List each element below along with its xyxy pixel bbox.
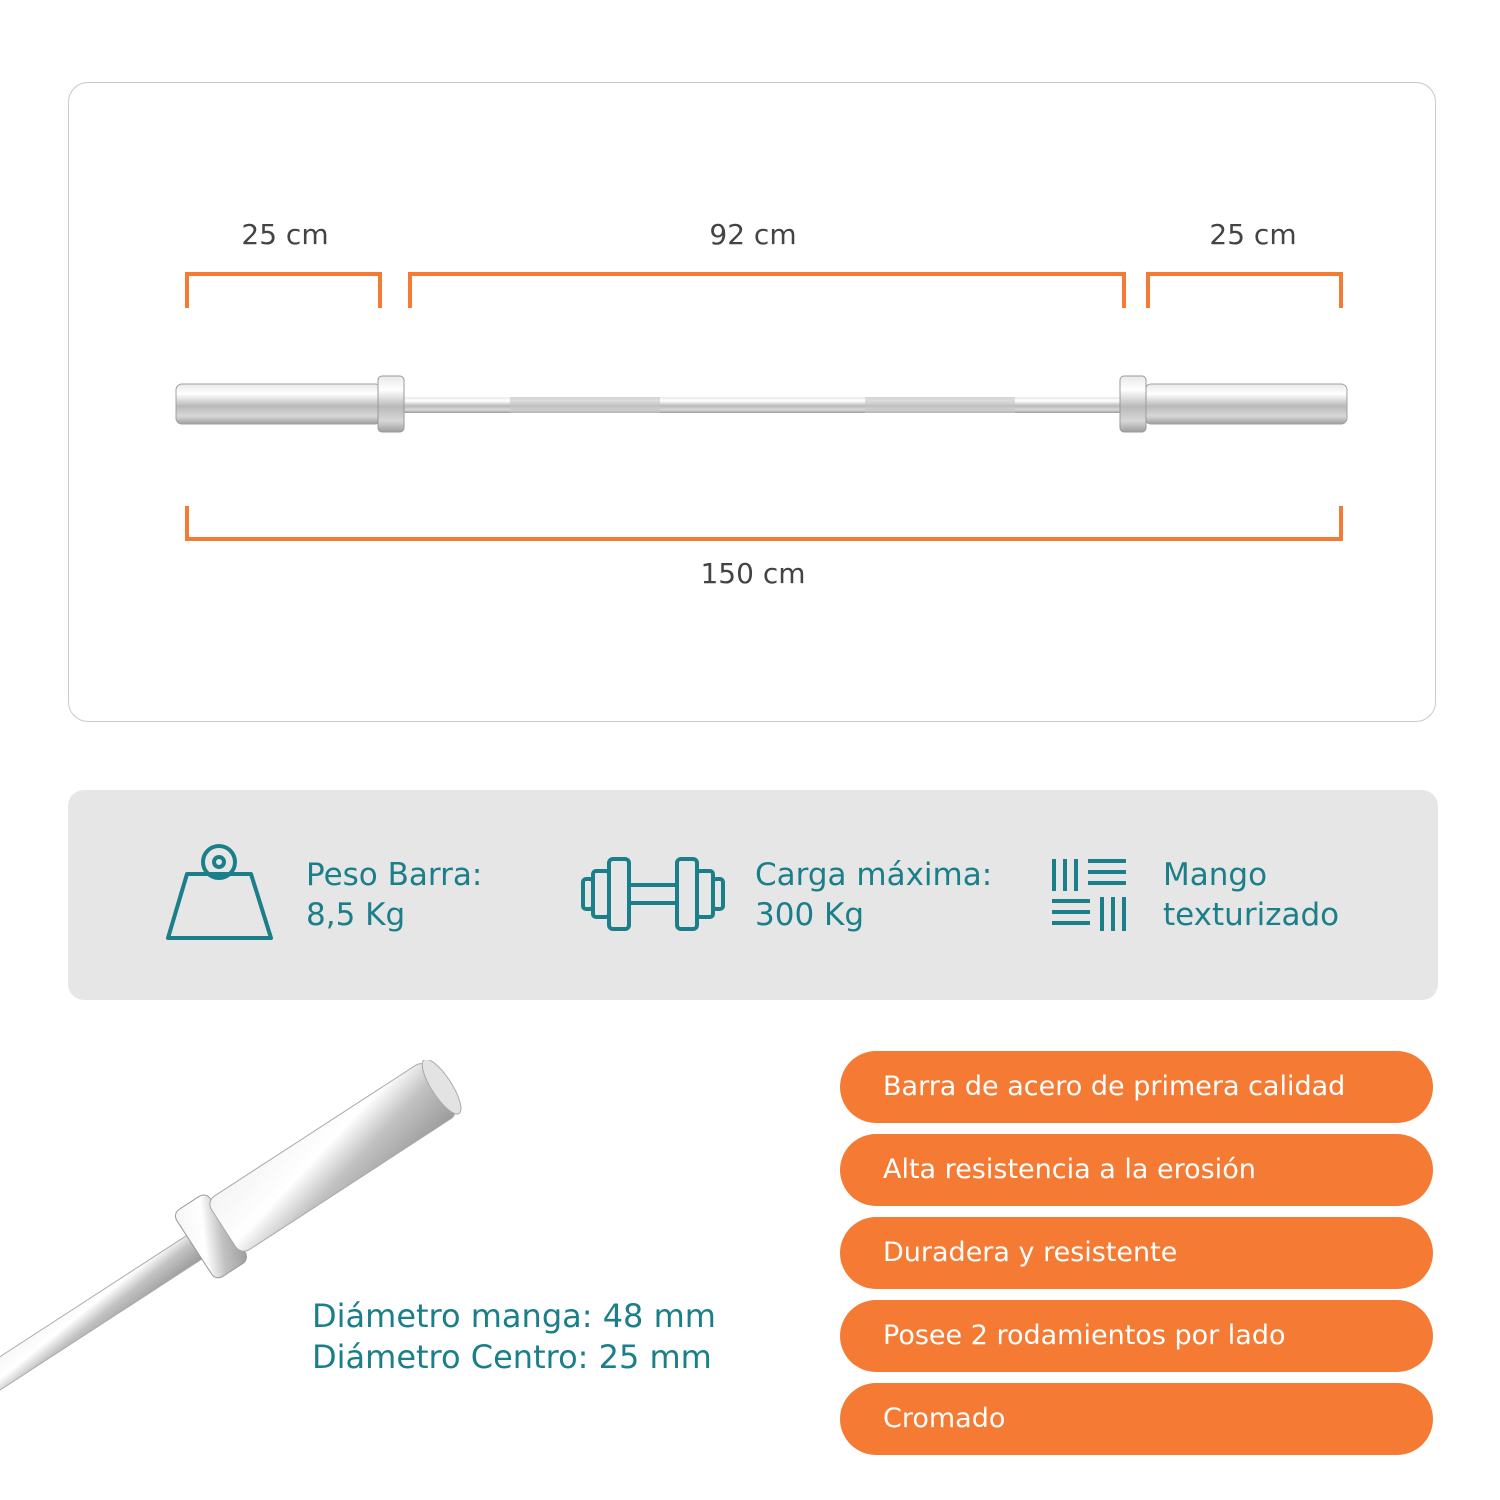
feature-pill: Barra de acero de primera calidad	[840, 1051, 1433, 1123]
left-sleeve-length-label: 25 cm	[241, 218, 329, 251]
grip-spec-value: texturizado	[1163, 897, 1340, 933]
max-load-spec-label: Carga máxima:	[755, 857, 993, 893]
texture-icon	[1050, 857, 1130, 935]
feature-pill: Duradera y resistente	[840, 1217, 1433, 1289]
max-load-spec-value: 300 Kg	[755, 897, 865, 933]
max-load-spec	[755, 855, 992, 935]
center-diameter-text: Diámetro Centro: 25 mm	[312, 1338, 712, 1376]
total-length-label: 150 cm	[700, 557, 806, 590]
feature-pill: Posee 2 rodamientos por lado	[840, 1300, 1433, 1372]
center-length-label: 92 cm	[709, 218, 797, 251]
weight-spec-value: 8,5 Kg	[306, 897, 406, 933]
dumbbell-icon	[580, 855, 728, 935]
diameter-info	[312, 1296, 716, 1378]
right-sleeve-length-label: 25 cm	[1209, 218, 1297, 251]
sleeve-diameter-text: Diámetro manga: 48 mm	[312, 1297, 716, 1335]
weight-spec	[306, 855, 482, 935]
weight-spec-label: Peso Barra:	[306, 857, 483, 893]
grip-spec-label: Mango	[1163, 857, 1268, 893]
weight-icon	[165, 842, 275, 942]
grip-spec	[1163, 855, 1339, 935]
feature-pill: Alta resistencia a la erosión	[840, 1134, 1433, 1206]
feature-pill: Cromado	[840, 1383, 1433, 1455]
